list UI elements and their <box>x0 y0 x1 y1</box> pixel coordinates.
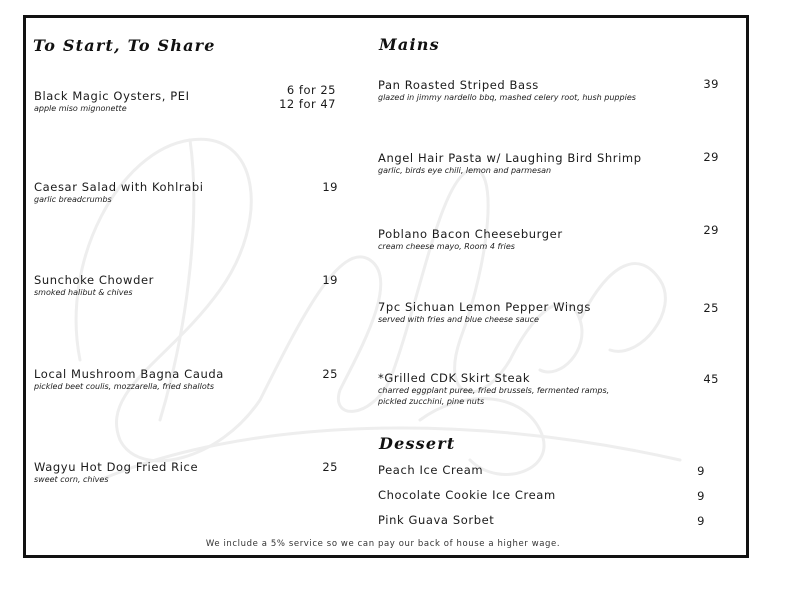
item-price: 25 <box>322 460 338 474</box>
item-description: smoked halibut & chives <box>34 288 133 297</box>
menu-item <box>378 78 636 103</box>
menu-item <box>378 463 483 477</box>
item-description: garlic, birds eye chili, lemon and parmesan <box>378 166 552 175</box>
item-name: Sunchoke Chowder <box>34 273 154 287</box>
menu-item <box>378 371 609 407</box>
item-description: glazed in jimmy nardello bbq, mashed celery root, hush puppies <box>378 93 636 102</box>
item-description: apple miso mignonette <box>34 104 127 113</box>
item-price: 45 <box>703 372 719 386</box>
item-price: 6 for 25 <box>286 83 336 97</box>
menu-item <box>378 488 556 502</box>
item-name: Pink Guava Sorbet <box>378 513 495 527</box>
menu-item <box>34 460 198 485</box>
item-name: Poblano Bacon Cheeseburger <box>378 227 563 241</box>
item-price: 29 <box>703 223 719 237</box>
item-price: 25 <box>322 367 338 381</box>
item-price: 9 <box>697 464 705 478</box>
menu-item <box>34 180 204 205</box>
item-name: Peach Ice Cream <box>378 463 484 477</box>
menu-item <box>378 513 494 527</box>
item-price: 39 <box>703 77 719 91</box>
section-heading-mains: Mains <box>379 35 440 54</box>
item-price: 12 for 47 <box>279 97 336 111</box>
item-description: served with fries and blue cheese sauce <box>378 315 539 324</box>
menu-item <box>34 367 224 392</box>
item-name: Chocolate Cookie Ice Cream <box>378 488 556 502</box>
menu-item <box>34 273 154 298</box>
item-description: charred eggplant puree, fried brussels, fermented ramps, <box>378 386 610 395</box>
item-price: 19 <box>322 273 338 287</box>
item-price: 9 <box>697 514 705 528</box>
menu-item <box>34 89 190 114</box>
item-name: Black Magic Oysters, PEI <box>34 89 190 103</box>
item-name: Angel Hair Pasta w/ Laughing Bird Shrimp <box>378 151 642 165</box>
item-description: cream cheese mayo, Room 4 fries <box>378 242 515 251</box>
item-name: Caesar Salad with Kohlrabi <box>34 180 204 194</box>
item-description: pickled zucchini, pine nuts <box>378 397 485 406</box>
item-name: 7pc Sichuan Lemon Pepper Wings <box>378 300 591 314</box>
item-price: 25 <box>703 301 719 315</box>
item-description: sweet corn, chives <box>34 475 109 484</box>
item-description: pickled beet coulis, mozzarella, fried shallots <box>34 382 215 391</box>
item-price: 29 <box>703 150 719 164</box>
item-price: 19 <box>322 180 338 194</box>
menu-item <box>378 300 591 325</box>
item-name: Pan Roasted Striped Bass <box>378 78 539 92</box>
menu-item <box>378 151 642 176</box>
menu-item <box>378 227 563 252</box>
item-name: *Grilled CDK Skirt Steak <box>378 371 531 385</box>
section-heading-start: To Start, To Share <box>33 36 216 55</box>
item-description: garlic breadcrumbs <box>34 195 112 204</box>
item-name: Local Mushroom Bagna Cauda <box>34 367 224 381</box>
service-note: We include a 5% service so we can pay our back of house a higher wage. <box>205 539 561 549</box>
section-heading-dessert: Dessert <box>379 434 456 453</box>
item-price: 9 <box>697 489 705 503</box>
item-name: Wagyu Hot Dog Fried Rice <box>34 460 199 474</box>
